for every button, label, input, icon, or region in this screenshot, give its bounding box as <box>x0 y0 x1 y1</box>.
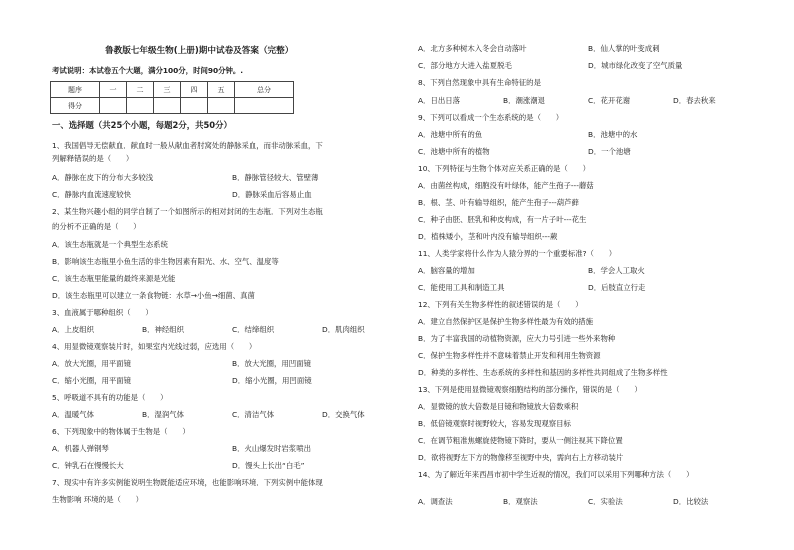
option: B．神经组织 <box>142 325 185 334</box>
option: C．保护生物多样性并不意味着禁止开发和利用生物资源 <box>418 351 601 360</box>
score-row-label: 得分 <box>51 98 100 114</box>
option: C．花开花谢 <box>588 96 631 105</box>
score-header-cell: 三 <box>154 82 181 98</box>
option: C．静脉内血流速度较快 <box>52 190 132 199</box>
option: C．结缔组织 <box>232 325 275 334</box>
option: D．欲将视野左下方的物像移至视野中央，需向右上方移动装片 <box>418 453 624 462</box>
option: A．北方多种树木入冬会自动落叶 <box>418 44 527 53</box>
option: A．池塘中所有的鱼 <box>418 130 483 139</box>
option: A．显微镜的放大倍数是目镜和物镜放大倍数乘积 <box>418 402 579 411</box>
option: C．种子由胚、胚乳和种皮构成，有一片子叶---花生 <box>418 215 587 224</box>
option: A．脑容量的增加 <box>418 266 475 275</box>
question-text: 8、下列自然现象中具有生命特征的是 <box>418 78 541 87</box>
score-cell[interactable] <box>154 98 181 114</box>
option: B．低倍镜观察时视野较大，容易发现观察目标 <box>418 419 571 428</box>
question-text: 11、人类学家将什么作为人猿分界的一个重要标准?（ ） <box>418 249 617 258</box>
option: C．钟乳石在慢慢长大 <box>52 461 124 470</box>
score-header-cell: 二 <box>127 82 154 98</box>
question-text: 9、下列可以看成一个生态系统的是（ ） <box>418 113 564 122</box>
question-text: 10、下列特征与生物个体对应关系正确的是（ ） <box>418 164 591 173</box>
option: B．潮涨潮退 <box>503 96 546 105</box>
exam-notice: 考试说明：本试卷五个大题，满分100分，时间90分钟。. <box>52 66 244 75</box>
question-text: 14、为了解近年来西昌市初中学生近视的情况，我们可以采用下列哪种方法（ ） <box>418 470 694 479</box>
option: D．春去秋来 <box>673 96 716 105</box>
option: C．清洁气体 <box>232 410 275 419</box>
option: A．建立自然保护区是保护生物多样性最为有效的措施 <box>418 317 594 326</box>
question-text: 的分析不正确的是（ ） <box>52 222 141 231</box>
option: D．交换气体 <box>322 410 365 419</box>
option: D．植株矮小，茎和叶内没有输导组织---蕨 <box>418 232 558 241</box>
question-text: 2、某生物兴趣小组的同学自制了一个如图所示的相对封闭的生态瓶．下列对生态瓶 <box>52 207 323 216</box>
option: C．部分地方大进入盐夏脱毛 <box>418 61 512 70</box>
section-heading: 一、选择题（共25个小题，每题2分，共50分） <box>52 120 232 130</box>
option: A．静脉在皮下的分布大多较浅 <box>52 173 154 182</box>
option: C．能使用工具和制造工具 <box>418 283 505 292</box>
score-header-cell: 四 <box>181 82 208 98</box>
score-cell[interactable] <box>127 98 154 114</box>
option: D．后肢直立行走 <box>588 283 646 292</box>
option: D．该生态瓶里可以建立一条食物链：水草→小鱼→细菌、真菌 <box>52 291 255 300</box>
score-header-row <box>51 82 294 98</box>
option: B．池塘中的水 <box>588 130 638 139</box>
option: B．放大光圈，用凹面镜 <box>232 359 311 368</box>
score-cell[interactable] <box>100 98 127 114</box>
option: A．放大光圈，用平面镜 <box>52 359 131 368</box>
option: A．上皮组织 <box>52 325 95 334</box>
score-header-cell: 总分 <box>235 82 294 98</box>
option: D．比较法 <box>673 497 709 506</box>
score-header-cell: 一 <box>100 82 127 98</box>
score-header-cell: 题序 <box>51 82 100 98</box>
option: A．温暖气体 <box>52 410 95 419</box>
option: D．一个池塘 <box>588 147 631 156</box>
question-text: 5、呼吸道不具有的功能是（ ） <box>52 393 168 402</box>
question-text: 7、现实中有许多实例能说明生物既能适应环境，也能影响环境．下列实例中能体现 <box>52 478 323 487</box>
option: B．静脉管径较大、管壁薄 <box>232 173 319 182</box>
score-header-cell: 五 <box>208 82 235 98</box>
option: D．缩小光圈，用凹面镜 <box>232 376 312 385</box>
question-text: 12、下列有关生物多样性的叙述错误的是（ ） <box>418 300 583 309</box>
option: B．仙人掌的叶变成刺 <box>588 44 660 53</box>
option: A．该生态瓶就是一个典型生态系统 <box>52 240 168 249</box>
option: B．为了丰富我国的动植物资源，应大力号引进一些外来物种 <box>418 334 616 343</box>
score-cell[interactable] <box>235 98 294 114</box>
question-text: 4、用显微镜观察装片时，如果室内光线过弱，应选用（ ） <box>52 342 257 351</box>
option: B．学会人工取火 <box>588 266 645 275</box>
option: C．该生态瓶里能量的最终来源是光能 <box>52 274 176 283</box>
option: D．种类的多样性、生态系统的多样性和基因的多样性共同组成了生物多样性 <box>418 368 668 377</box>
question-text: 3、血液属于哪种组织（ ） <box>52 308 153 317</box>
option: A．日出日落 <box>418 96 461 105</box>
option: D．静脉采血后容易止血 <box>232 190 312 199</box>
option: D．城市绿化改变了空气质量 <box>588 61 683 70</box>
option: B．根、茎、叶有输导组织，能产生孢子---葫芦藓 <box>418 198 579 207</box>
option: D．肌肉组织 <box>322 325 365 334</box>
score-cell[interactable] <box>208 98 235 114</box>
question-text: 生物影响 环境的是（ ） <box>52 495 144 504</box>
option: C．实验法 <box>588 497 623 506</box>
option: A．由菌丝构成，细胞没有叶绿体，能产生孢子---蘑菇 <box>418 181 594 190</box>
option: C．池塘中所有的植物 <box>418 147 490 156</box>
option: A．调查法 <box>418 497 453 506</box>
option: A．机器人弹钢琴 <box>52 444 109 453</box>
question-text: 1、我国倡导无偿献血．献血时一般从献血者肘窝处的静脉采血，而非动脉采血，下 <box>52 141 323 150</box>
option: D．馒头上长出“白毛” <box>232 461 305 470</box>
option: B．影响该生态瓶里小鱼生活的非生物因素有阳光、水、空气、温度等 <box>52 257 279 266</box>
option: B．湿润气体 <box>142 410 185 419</box>
question-text: 列解释错误的是（ ） <box>52 154 134 163</box>
question-text: 13、下列是使用显微镜观察细胞结构的部分操作，错误的是（ ） <box>418 385 642 394</box>
option: C．缩小光圈，用平面镜 <box>52 376 132 385</box>
question-text: 6、下列现象中的物体属于生物是（ ） <box>52 427 190 436</box>
score-cell[interactable] <box>181 98 208 114</box>
option: B．观察法 <box>503 497 538 506</box>
option: C．在调节粗准焦螺旋使物镜下降时，要从一侧注视其下降位置 <box>418 436 623 445</box>
option: B．火山爆发时岩浆喷出 <box>232 444 311 453</box>
score-value-row <box>51 98 294 114</box>
score-table <box>50 81 294 114</box>
page-title: 鲁教版七年级生物(上册)期中试卷及答案（完整） <box>105 46 294 56</box>
